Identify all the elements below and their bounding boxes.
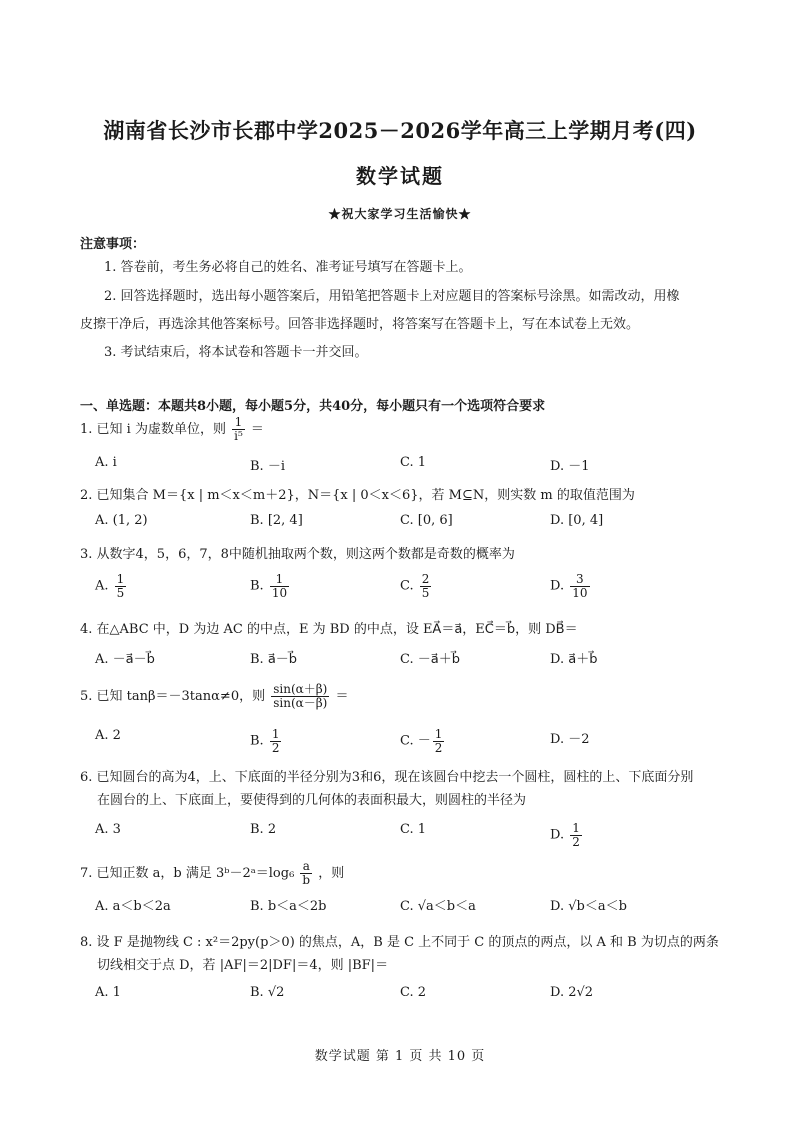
option-c: C. 1 <box>400 455 427 470</box>
section-heading: 一、单选题：本题共8小题，每小题5分，共40分，每小题只有一个选项符合要求 <box>80 399 546 414</box>
question-2: 2. 已知集合 M＝{x | m＜x＜m＋2}，N＝{x | 0＜x＜6}，若 M⊆N，则实数 m 的取值范围为 <box>80 488 635 503</box>
option-d: D. $\frac{3}{10}$ <box>550 572 588 600</box>
fraction: $\frac{1}{10}$ <box>271 572 288 600</box>
option-b: B. √2 <box>250 985 285 1000</box>
option-d: D. [0, 4] <box>550 513 604 528</box>
fraction: $\frac{1}{\text{i⁵}}$ <box>234 415 243 443</box>
notice-item-2-line-2: 皮擦干净后，再选涂其他答案标号。回答非选择题时，将答案写在答题卡上，写在本试卷上无效。 <box>80 317 640 332</box>
option-c: C. － $\frac{1}{2}$ <box>400 727 443 755</box>
question-1: 1. 已知 i 为虚数单位，则 $\frac{1}{\text{i⁵}}$ ＝ <box>80 415 264 443</box>
motto: ★祝大家学习生活愉快★ <box>328 207 472 221</box>
option-c: C. $\frac{2}{5}$ <box>400 572 430 600</box>
question-4: 4. 在△ABC 中，D 为边 AC 的中点，E 为 BD 的中点，设 EA⃗＝a⃗，EC⃗＝b⃗，则 DB⃗＝ <box>80 622 578 637</box>
option-a: A. $\frac{1}{5}$ <box>95 572 125 600</box>
question-8-line-2: 切线相交于点 D，若 |AF|＝2|DF|＝4，则 |BF|＝ <box>97 958 389 973</box>
option-b: B. b＜a＜2b <box>250 899 327 914</box>
fraction: $\frac{1}{5}$ <box>116 572 125 600</box>
question-6-line-1: 6. 已知圆台的高为4，上、下底面的半径分别为3和6，现在该圆台中挖去一个圆柱，圆柱的上、下底面分别 <box>80 770 694 785</box>
option-d: D. √b＜a＜b <box>550 899 627 914</box>
option-a: A. 2 <box>95 728 121 743</box>
option-c: C. 1 <box>400 822 427 837</box>
question-6-line-2: 在圆台的上、下底面上，要使得到的几何体的表面积最大，则圆柱的半径为 <box>97 793 527 808</box>
fraction: $\frac{3}{10}$ <box>572 572 588 600</box>
option-a: A. －a⃗－b⃗ <box>95 652 155 667</box>
fraction: $\frac{1}{2}$ <box>271 727 280 755</box>
question-7-options <box>95 895 735 925</box>
question-5-options <box>95 728 735 758</box>
question-1-options <box>95 455 735 485</box>
question-5: 5. 已知 tanβ＝－3tanα≠0，则 $\frac{\sin(\alpha+\beta)}{\sin(\alpha-\beta)}$ ＝ <box>80 682 349 710</box>
question-4-options <box>95 648 735 678</box>
option-d: D. －1 <box>550 459 590 474</box>
option-d: D. $\frac{1}{2}$ <box>550 821 580 849</box>
fraction: $\frac{1}{2}$ <box>434 727 443 755</box>
option-c: C. √a＜b＜a <box>400 899 476 914</box>
fraction: $\frac{a}{b}$ <box>302 859 311 887</box>
option-c: C. －a⃗＋b⃗ <box>400 652 460 667</box>
option-c: C. [0, 6] <box>400 513 453 528</box>
question-3-options <box>95 573 735 603</box>
option-b: B. －i <box>250 459 285 474</box>
option-a: A. a＜b＜2a <box>95 899 171 914</box>
option-d: D. 2√2 <box>550 985 594 1000</box>
notice-heading: 注意事项： <box>80 237 146 252</box>
option-b: B. [2, 4] <box>250 513 303 528</box>
exam-subtitle: 数学试题 <box>356 164 444 188</box>
notice-item-1: 1. 答卷前，考生务必将自己的姓名、准考证号填写在答题卡上。 <box>104 260 472 275</box>
option-c: C. 2 <box>400 985 427 1000</box>
option-b: B. 2 <box>250 822 277 837</box>
page-footer: 数学试题 第 1 页 共 10 页 <box>314 1049 486 1064</box>
option-d: D. a⃗＋b⃗ <box>550 652 598 667</box>
notice-item-3: 3. 考试结束后，将本试卷和答题卡一并交回。 <box>104 345 368 360</box>
option-a: A. (1, 2) <box>95 513 148 528</box>
notice-item-2-line-1: 2. 回答选择题时，选出每小题答案后，用铅笔把答题卡上对应题目的答案标号涂黑。如需改动，用橡 <box>104 289 680 304</box>
option-a: A. 1 <box>95 985 121 1000</box>
question-7: 7. 已知正数 a，b 满足 3ᵇ－2ᵃ＝log₆ $\frac{a}{b}$ ，则 <box>80 859 345 887</box>
question-2-options <box>95 513 735 543</box>
question-8-line-1: 8. 设 F 是抛物线 C : x²＝2py(p＞0) 的焦点，A，B 是 C 上不同于 C 的顶点的两点，以 A 和 B 为切点的两条 <box>80 935 719 950</box>
fraction: $\frac{2}{5}$ <box>421 572 430 600</box>
fraction: $\frac{\sin(\alpha+\beta)}{\sin(\alpha-\beta)}$ <box>273 682 328 710</box>
exam-title: 湖南省长沙市长郡中学2025－2026学年高三上学期月考(四) <box>103 118 697 143</box>
question-3: 3. 从数字4，5，6，7，8中随机抽取两个数，则这两个数都是奇数的概率为 <box>80 547 515 562</box>
option-a: A. i <box>95 455 117 470</box>
fraction: $\frac{1}{2}$ <box>572 821 580 849</box>
option-b: B. $\frac{1}{2}$ <box>250 727 280 755</box>
question-8-options <box>95 985 735 1015</box>
option-d: D. －2 <box>550 732 590 747</box>
question-6-options <box>95 822 735 852</box>
option-b: B. a⃗－b⃗ <box>250 652 298 667</box>
option-a: A. 3 <box>95 822 121 837</box>
option-b: B. $\frac{1}{10}$ <box>250 572 288 600</box>
